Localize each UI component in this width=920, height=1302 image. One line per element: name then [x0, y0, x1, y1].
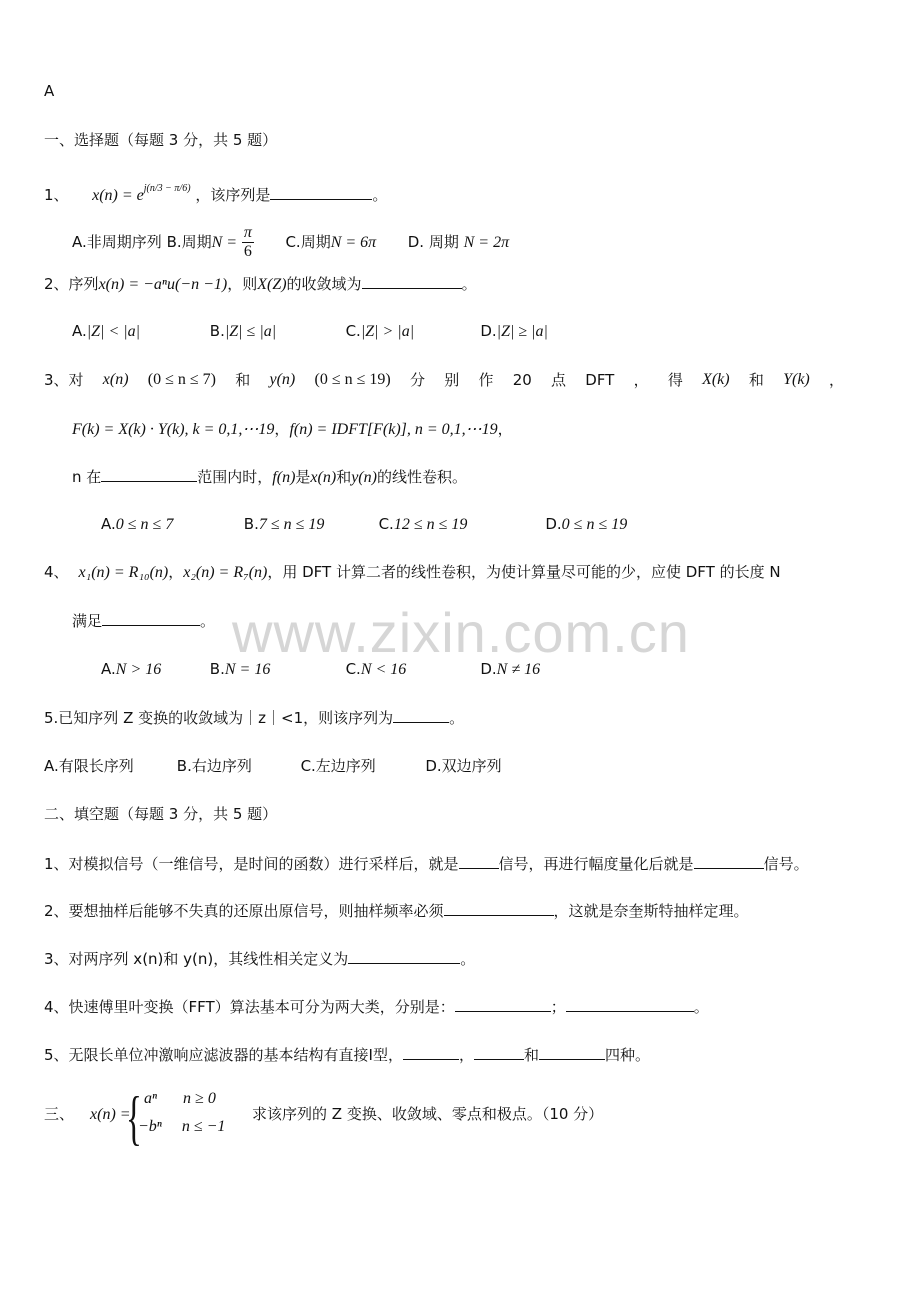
question-1-1-options: A.非周期序列 B.周期N = $\frac{\pi}{6}$ C.周期N = 6π D. 周期 N = 2π	[72, 224, 510, 260]
case-2: −bⁿ n ≤ −1	[138, 1118, 226, 1135]
question-2-1: 1、对模拟信号（一维信号，是时间的函数）进行采样后，就是 信号，再进行幅度量化后就是 信号。	[44, 855, 809, 873]
option-a: A.有限长序列	[44, 757, 134, 775]
question-2-4: 4、快速傅里叶变换（FFT）算法基本可分为两大类，分别是： ； 。	[44, 998, 709, 1016]
option-d: D.双边序列	[425, 757, 502, 775]
answer-blank[interactable]	[101, 466, 197, 482]
option-d: D. 周期	[407, 233, 459, 251]
answer-blank[interactable]	[694, 853, 764, 869]
question-1-1: 1、 $x(n) = e^{j(n/3 - \pi/6)}$ ，该序列是 。	[44, 183, 388, 204]
question-2-2: 2、要想抽样后能够不失真的还原出原信号，则抽样频率必须 ，这就是奈奎斯特抽样定理。	[44, 902, 749, 920]
question-2-5: 5、无限长单位冲激响应滤波器的基本结构有直接Ⅰ型， ， 和 四种。	[44, 1046, 651, 1064]
option-a: A.非周期序列	[72, 233, 162, 251]
section-3-text: 求该序列的 Z 变换、收敛域、零点和极点。（10 分）	[252, 1105, 604, 1123]
answer-blank[interactable]	[270, 184, 372, 200]
answer-blank[interactable]	[362, 273, 462, 289]
option-c: C.N < 16	[345, 660, 407, 678]
watermark: www.zixin.com.cn	[232, 601, 690, 664]
answer-blank[interactable]	[539, 1044, 605, 1060]
option-b: B.|Z| ≤ |a|	[209, 322, 277, 340]
answer-blank[interactable]	[455, 996, 551, 1012]
option-c: C.|Z| > |a|	[345, 322, 415, 340]
option-a: A.0 ≤ n ≤ 7	[101, 515, 174, 533]
option-b: B.右边序列	[176, 757, 252, 775]
answer-blank[interactable]	[102, 610, 200, 626]
option-b: B.周期	[166, 233, 212, 251]
question-1-4-options	[101, 658, 540, 681]
question-1-3-line-1: 3、对 x(n) (0 ≤ n ≤ 7) 和 y(n) (0 ≤ n ≤ 19) 分 别 作 20 点 DFT ， 得 X(k) 和 Y(k) ，	[44, 371, 844, 389]
answer-blank[interactable]	[444, 900, 554, 916]
question-1-3-line-2: F(k) = X(k) · Y(k), k = 0,1,⋯19，f(n) = IDFT[F(k)], n = 0,1,⋯19，	[72, 420, 513, 438]
option-c: C.周期	[285, 233, 331, 251]
section-2-title: 二、填空题（每题 3 分，共 5 题）	[44, 805, 278, 823]
option-a: A.N > 16	[101, 660, 162, 678]
question-1-5: 5.已知序列 Z 变换的收敛域为｜z｜<1，则该序列为 。	[44, 709, 465, 727]
question-1-2-options	[72, 320, 548, 343]
answer-blank[interactable]	[474, 1044, 524, 1060]
paper-version: A	[44, 82, 55, 100]
question-1-2: 2、序列x(n) = −aⁿu(−n −1)，则X(Z)的收敛域为 。	[44, 275, 477, 293]
answer-blank[interactable]	[459, 853, 499, 869]
option-b: B.N = 16	[209, 660, 271, 678]
question-1-3-options	[101, 513, 627, 536]
case-1: aⁿ n ≥ 0	[144, 1090, 216, 1107]
question-2-3: 3、对两序列 x(n)和 y(n)，其线性相关定义为 。	[44, 950, 476, 968]
option-a: A.|Z| < |a|	[72, 322, 141, 340]
question-1-3-line-3: n 在 范围内时，f(n)是x(n)和y(n)的线性卷积。	[72, 468, 467, 486]
option-c: C.左边序列	[300, 757, 376, 775]
option-d: D.|Z| ≥ |a|	[480, 322, 548, 340]
option-c: C.12 ≤ n ≤ 19	[378, 515, 468, 533]
question-1-4-line-2: 满足 。	[72, 612, 216, 630]
section-1-title: 一、选择题（每题 3 分，共 5 题）	[44, 131, 278, 149]
fraction: $\frac{\pi}{6}$	[243, 224, 252, 260]
option-d: D.0 ≤ n ≤ 19	[545, 515, 628, 533]
answer-blank[interactable]	[566, 996, 694, 1012]
question-1-4: 4、 x₁(n) = R₁₀(n)，x₂(n) = R₇(n)，用 DFT 计算二者的线性卷积，为使计算量尽可能的少，应使 DFT 的长度 N	[44, 563, 781, 581]
question-1-5-options	[44, 755, 502, 777]
brace: {	[126, 1085, 142, 1151]
section-3-title: 三、 x(n) =	[44, 1105, 131, 1123]
option-d: D.N ≠ 16	[480, 660, 541, 678]
answer-blank[interactable]	[393, 707, 449, 723]
option-b: B.7 ≤ n ≤ 19	[243, 515, 325, 533]
answer-blank[interactable]	[403, 1044, 459, 1060]
answer-blank[interactable]	[348, 948, 460, 964]
